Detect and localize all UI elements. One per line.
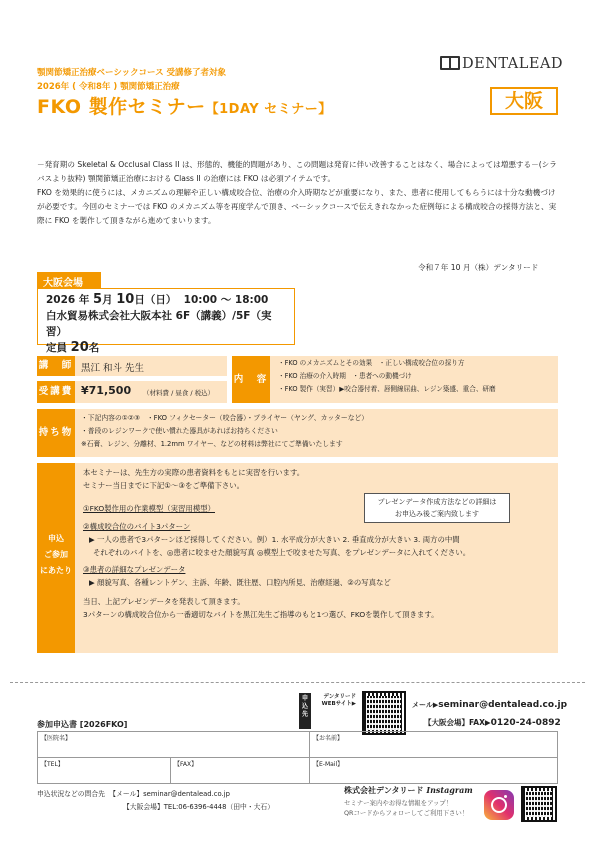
logo-mark-icon xyxy=(440,56,460,70)
callout-box xyxy=(364,493,510,523)
lecturer-name: 黒江 和斗 先生 xyxy=(81,363,145,374)
website-label-line: デンタリード xyxy=(323,694,356,700)
side-label-line: 申込 xyxy=(48,534,64,543)
apply-mail[interactable]: メール▶seminar@dentalead.co.jp xyxy=(412,700,568,710)
notes-item-2-detail: それぞれのバイトを、◎患者に咬ませた顔貌写真 ◎模型上で咬ませた写真、をプレゼンデータに入れてください。 xyxy=(93,548,471,557)
company-logo xyxy=(440,56,563,72)
email-label: 【E-Mail】 xyxy=(313,761,344,768)
side-label-line: ご参加 xyxy=(44,550,68,559)
callout-line: プレゼンデータ作成方法などの詳細は xyxy=(377,498,497,506)
venue-day-unit: 日（日） xyxy=(134,294,177,306)
instagram-qr-code[interactable] xyxy=(521,786,557,822)
content-list xyxy=(270,356,558,403)
venue-month: 5 xyxy=(93,292,103,307)
venue-heading: 大阪会場 xyxy=(37,272,101,288)
belonging-item: ・普段のレジンワークで使い慣れた器具があればお持ちください xyxy=(81,427,278,435)
apply-tag: 申込先 xyxy=(299,693,311,729)
callout-line: お申込み後ご案内致します xyxy=(395,510,479,518)
capacity-unit: 名 xyxy=(88,342,100,354)
content-item: ・FKO 製作（実習）▶咬合器付着、唇側線屈曲、レジン築盛、重合、研磨 xyxy=(278,385,496,393)
city-badge: 大阪 xyxy=(490,87,558,115)
venue-place: 白水貿易株式会社大阪本社 6F（講義）/5F（実習） xyxy=(46,310,272,338)
website-qr-code[interactable] xyxy=(362,691,406,735)
logo-text: DENTALEAD xyxy=(462,56,564,72)
content-label: 内 容 xyxy=(232,356,270,403)
inquiry-mail[interactable]: 【メール】seminar@dentalead.co.jp xyxy=(109,790,230,798)
venue-capacity xyxy=(46,340,286,356)
fax-label: 【大阪会場】FAX xyxy=(424,718,485,727)
instagram-sub-line: セミナー案内やお得な情報をアップ！ xyxy=(344,799,453,807)
tel-field[interactable] xyxy=(38,758,171,784)
mail-address[interactable]: seminar@dentalead.co.jp xyxy=(438,700,568,710)
company-name: 株式会社デンタリード xyxy=(344,786,424,795)
kicker-year: 2026年 ( 令和8年 ) 顎関節矯正治療 xyxy=(37,82,180,92)
notes-line: 3パターンの構成咬合位から一番適切なバイトを黒江先生ご指導のもと1つ選び、FKOを製作して頂きます。 xyxy=(83,610,439,619)
fax-field-label: 【FAX】 xyxy=(174,761,198,768)
instagram-title xyxy=(344,785,473,796)
inquiry-label: 申込状況などの問合先 xyxy=(37,790,105,798)
notes-line: 本セミナーは、先生方の実際の患者資料をもとに実習を行います。 xyxy=(83,468,305,477)
fee-value: ¥71,500 xyxy=(81,384,132,397)
notes-item-3-detail: ▶ 顔貌写真、各種レントゲン、主訴、年齢、既往歴、口腔内所見、治療経過、②の写真など xyxy=(89,578,391,587)
name-label: 【お名前】 xyxy=(313,735,344,742)
venue-day: 10 xyxy=(116,292,135,307)
fee-note: （材料費 / 昼食 / 税込） xyxy=(143,389,215,397)
instagram-label: Instagram xyxy=(426,785,473,795)
venue-month-unit: 月 xyxy=(102,294,113,306)
fax-number: 0120-24-0892 xyxy=(490,718,561,728)
kicker-course: 顎関節矯正治療ベーシックコース 受講修了者対象 xyxy=(37,68,227,78)
notes-item-3: ③患者の詳細なプレゼンデータ xyxy=(83,565,186,574)
notes-side-label xyxy=(37,463,75,653)
cut-line xyxy=(10,682,585,683)
tel-label: 【TEL】 xyxy=(41,761,64,768)
side-label-line: にあたり xyxy=(40,566,72,575)
fee-label: 受講費 xyxy=(37,381,75,403)
apply-fax: 【大阪会場】FAX▶0120-24-0892 xyxy=(424,718,561,728)
notes-item-2-detail: ▶ 一人の患者で3パターンほど採得してください。例）1. 水平成分が大きい 2. 垂直成分が大きい 3. 両方の中間 xyxy=(89,535,460,544)
capacity-label: 定員 xyxy=(46,342,67,354)
email-field[interactable] xyxy=(310,758,558,784)
content-item: ・FKO のメカニズムとその効果 ・正しい構成咬合位の採り方 xyxy=(278,359,465,367)
page-title xyxy=(37,92,332,119)
instagram-sub-line: QRコードからフォローしてご利用下さい！ xyxy=(344,809,469,817)
belongings-label: 持ち物 xyxy=(37,409,75,457)
notes-item-1: ①FKO製作用の作業模型（実習用模型） xyxy=(83,504,215,513)
belonging-item: ※石膏、レジン、分離材、1.2mm ワイヤー、などの材料は弊社にてご準備いたします xyxy=(81,440,343,448)
clinic-field[interactable] xyxy=(38,732,310,758)
notes-line: セミナー当日までに下記①〜③をご準備下さい。 xyxy=(83,481,245,490)
application-form xyxy=(37,731,558,784)
signature-line: 令和７年 10 月（株）デンタリード xyxy=(418,263,539,272)
belongings-list xyxy=(75,409,558,457)
notes-item-2: ②構成咬合位のバイト3パターン xyxy=(83,522,191,531)
inquiry-label-line xyxy=(37,788,297,801)
lecturer-field xyxy=(75,356,227,376)
belonging-item: ・下記内容の①②③ ・FKO フィクセーター（咬合器）・プライヤー（ヤング、カッターなど） xyxy=(81,414,369,422)
capacity-value: 20 xyxy=(70,340,89,355)
lecturer-label: 講 師 xyxy=(37,356,75,376)
title-main: FKO 製作セミナー xyxy=(37,96,206,118)
form-title: 参加申込書 [2026FKO] xyxy=(37,720,128,729)
inquiry-block xyxy=(37,788,297,814)
fax-field[interactable] xyxy=(171,758,310,784)
notes-block xyxy=(75,463,558,653)
mail-label: メール xyxy=(412,701,433,709)
notes-line: 当日、上記プレゼンデータを発表して頂きます。 xyxy=(83,597,245,606)
venue-time: 10:00 〜 18:00 xyxy=(183,294,269,306)
venue-year: 2026 年 xyxy=(46,294,90,306)
website-label xyxy=(316,694,356,708)
instagram-block xyxy=(344,785,473,818)
instagram-icon[interactable] xyxy=(484,790,514,820)
venue-date xyxy=(46,292,286,308)
venue-box xyxy=(37,288,295,355)
fee-field xyxy=(75,381,227,403)
content-item: ・FKO 治療の介入時期 ・患者への動機づけ xyxy=(278,372,412,380)
intro-paragraph-2: FKO を効果的に使うには、メカニズムの理解や正しい構成咬合位、治療の介入時期などが重要になり、また、患者に使用してもらうには十分な動機づけが必要です。今回のセミナーでは FKO のメカニズム等を再度学んで頂き、ベーシックコースで伝えきれなかった症例毎による構成咬合の採得方法と、実際に FKO を製作して頂きながら進めてまいります。 xyxy=(37,188,557,225)
intro-paragraph-1: －発育期の Skeletal & Occlusal Class II は、形態的、機能的問題があり、この問題は発育に伴い改善することはなく、場合によっては増悪する－(シラバスより抜粋) 顎関節矯正治療における Class II の治療には FKO は必須アイテムです。 xyxy=(37,160,557,183)
intro-text xyxy=(37,158,559,228)
clinic-label: 【医院名】 xyxy=(41,735,72,742)
instagram-sub xyxy=(344,798,473,818)
name-field[interactable] xyxy=(310,732,558,758)
website-label-line: WEBサイト▶ xyxy=(321,701,356,707)
title-sub: 【1DAY セミナー】 xyxy=(205,102,332,117)
inquiry-tel: 【大阪会場】TEL:06-6396-4448（田中・大石） xyxy=(123,803,275,811)
